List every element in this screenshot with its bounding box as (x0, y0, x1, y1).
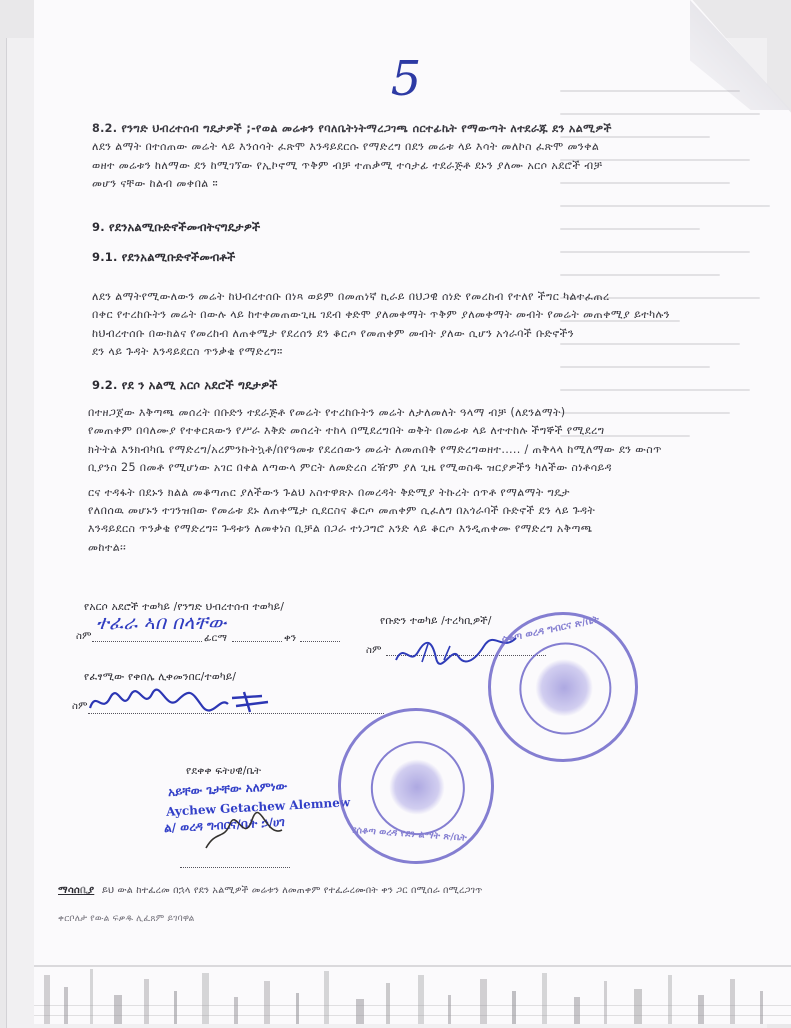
signatory-1-name-label: ስም (76, 631, 92, 642)
section-9-2-line: ክትትል እንክብካቤ የማድረግ/አረምንኩትኳቶ/በየዓመቱ የደረሰውን መሬት ለመጠበቅ የማድረግወዘተ..... / ጠቅላላ ከሚለማው ደን ውስጥ (88, 442, 662, 456)
section-9-2-paragraph (88, 404, 720, 557)
section-9-2-line: የመጠቀም በባለሙያ የተቀርጸውን የሥራ እቅድ መሰረት ተከላ በሚደረግበት ወቅት በመሬቱ ላይ ለተተከሉ ችግኞች የሚደረግ (88, 424, 605, 438)
section-8-2-paragraph (92, 120, 724, 194)
section-9-1-line: ለደን ልማትየሚውለውን መሬት ከህብረተሰቡ በነጻ ወይም በመጠነኛ ኪራይ በህጋዊ ሰነድ የመረከብ የተለየ ችግር ካልተፈጠረ (92, 290, 610, 303)
signatory-3-signature (86, 684, 276, 720)
section-9-2-line: ርና ተዳፋት በደኑን ክልል መቆጣጠር ያለችውን ጉልህ አስተዋጽኦ በመረዳት ቅድሚያ ትኩረት ሰጥቶ የማልማት ግዴታ (88, 485, 570, 499)
signatory-1-date-label: ቀን (284, 633, 297, 644)
footer-note-label: ማሳሰቢያ (58, 885, 95, 896)
signatory-1-label: የአርሶ አደሮች ተወካይ /የንግድ ህብረተሰብ ተወካይ/ (84, 601, 285, 613)
signatory-1-name-line (92, 640, 202, 642)
footer-note-line-1: ይህ ውል ከተፈረመ በኋላ የደን አልሚዎች መሬቱን ለመጠቀም የተፈራረሙበት ቀን ጋር በሚሰራ በሚረጋገጥ (102, 885, 483, 896)
section-9-1-line: ከህብረተሰቡ በውክልና የመረከብ ለጠቀሜታ የደረሰን ደን ቆርጦ የመጠቀም መብት ያለው ሲሆን አጎራባች ቡድኖችን (92, 326, 575, 340)
witness-signature (200, 810, 290, 854)
witness-line (180, 866, 290, 868)
footer-note-line-2: ቀርቦለታ የውል ፍቃዱ ሊፈጸም ይገባዋል (58, 914, 195, 924)
witness-title: ል/ ወረዳ ግብርና/ቤት ኃ/ሀገ (163, 814, 286, 836)
scan-noise-band (34, 935, 791, 1024)
section-9-1-paragraph (92, 288, 720, 362)
signatory-2-label: የቡድን ተወካይ /ተረካቢዎች/ (380, 615, 492, 627)
section-9-2-line: የለበሰዉ መሆኑን ተገንዝበው የመሬቱ ደኑ ለጠቀሜታ ሲደርስና ቆርጦ መጠቀም ሲፈለግ በአጎራባች ቡድኖች ደን ላይ ጉዳት (88, 504, 596, 518)
section-9-2-line: ቢያንስ 25 በመቶ የሚሆነው አገር በቀል ለጣውላ ምርት ለመድረስ ረዥም ያለ ጊዜ የሚወስዱ ዝርያዎችን ካለችው ስነቶሳይዳ (88, 461, 612, 475)
handwritten-page-number: 5 (390, 51, 422, 107)
witness-name-english: Aychew Getachew Alemnew (165, 795, 351, 819)
signatory-1-name-handwritten: ተፈራ ኣበ በላቸው (96, 612, 227, 634)
section-9-2-line: በተዘጋጀው እቅጣጫ መሰረት በቡድን ተደራጅቶ የመሬት የተረከቡትን መሬት ለታለመለት ዓላማ ብቻ (ለደንልማት) (88, 406, 566, 419)
witness-name-amharic: አይቸው ጌታቸው አለምነው (167, 778, 288, 800)
section-9-1-heading: 9.1. የደንአልሚቡድኖችመብቶች (92, 250, 236, 264)
section-9-2-line: መከተል፡፡ (88, 540, 127, 554)
signatory-1-date-line (300, 640, 340, 642)
stamp-1-text: ሰቆጣ ወረዳ ግብርና ጽ/ቤት (500, 614, 601, 646)
section-9-1-line: ደን ላይ ጉዳት እንዳይደርስ ጥንቃቄ የማድረግ። (92, 345, 283, 359)
section-9-2-line: እንዳይደርስ ጥንቃቄ የማድረግ። ጉዳቱን ለመቀነስ ቢቻል በጋራ ተነጋግሮ አንድ ላይ ቆርጦ እንዲጠቀሙ የማድረግ አቅጣጫ (88, 522, 593, 536)
section-8-2-line: መሆን ናቸው ከልብ መቀበል ። (92, 177, 219, 191)
signatory-1-sig-line (232, 640, 282, 642)
section-8-2-line: ለደን ልማት በተሰጠው መሬት ላይ እንሰሳት ፈጽሞ እንዳይደርሱ የማድረግ በደን መሬቱ ላይ እሳት መለኮስ ፈጽሞ መንቀል (92, 140, 600, 154)
signatory-3-name-label: ስም (72, 701, 88, 712)
stamp-2-text: የሰቆጣ ወረዳ የደን ልማት ጽ/ቤት (351, 824, 468, 844)
signatory-2-name-label: ስም (366, 645, 382, 656)
signatory-1-sig-label: ፊርማ (204, 633, 228, 644)
signatory-3-label: የፈፃሚው የቀበሌ ሊቀመንበር/ተወካይ/ (84, 671, 237, 683)
section-8-2-line: 8.2. የንግድ ህብረተሰብ ግዴታዎች ;-የወል መሬቱን የባለቤትነትማረጋገጫ ሰርተፊኬት የማውጣት ለተደራጁ ደን አልሚዎች (92, 122, 612, 135)
witness-label: የደቀቀ ፍትሀዊ/ቤት (186, 765, 262, 777)
section-9-2-heading: 9.2. የደ ን አልሚ አርሶ አደሮች ግዴታዎች (92, 378, 278, 392)
section-9-heading: 9. የደንአልሚቡድኖችመብትናግዴታዎች (92, 220, 261, 234)
section-9-1-line: በቀር የተረከቡትን መሬት በውሉ ላይ ከተቀመጠውጊዜ ገደብ ቀድሞ ያለመቀማት ጥቅም ያለመቀማት መብት የመሬት መጠቀሚያ ይተካሉን (92, 308, 670, 322)
section-8-2-line: ወዘተ መሬቱን ከለማው ደን ከሚገኘው የኢኮኖሚ ጥቅም ብቻ ተጠቃሚ ተሳታፊ ተደራጅቶ ደኑን ያለሙ አርሶ አደሮች ብቻ (92, 158, 603, 172)
